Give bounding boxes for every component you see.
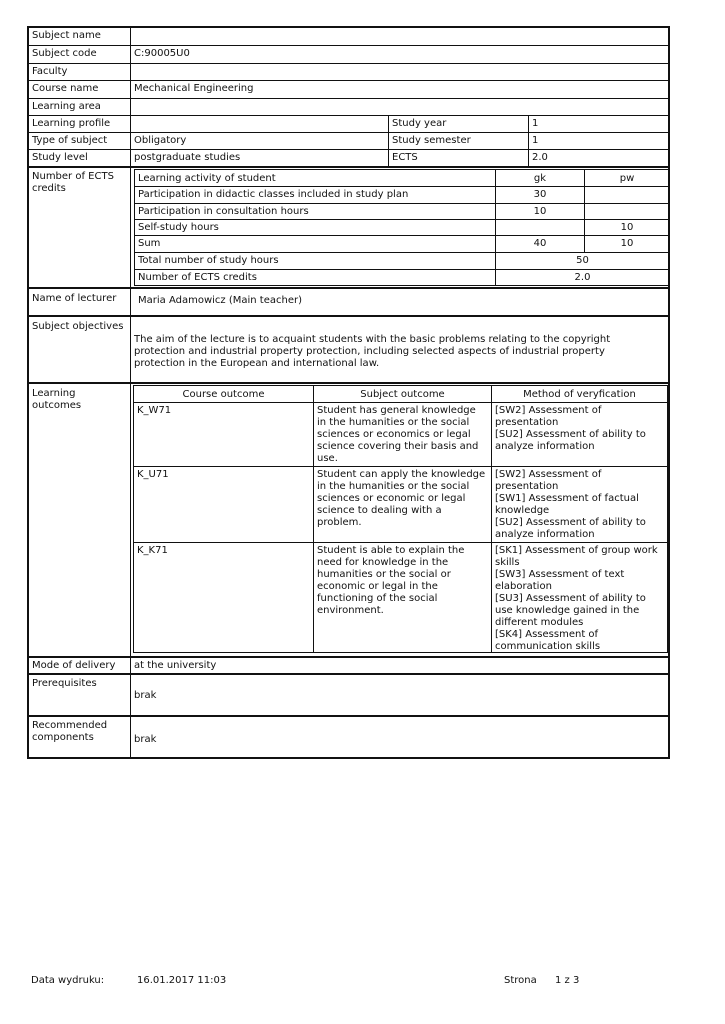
ects-table [134, 169, 669, 286]
study-year-value: 1 [532, 118, 539, 129]
ects-pw: 10 [620, 222, 634, 233]
print-date-label: Data wydruku: [31, 975, 105, 986]
ects-pw [585, 187, 669, 191]
ects-total-hours-value: 50 [576, 255, 589, 266]
ects-pw [585, 204, 669, 208]
ects-header-pw: pw [619, 173, 635, 184]
method-line: [SK1] Assessment of group work skills [495, 545, 658, 568]
ects-label: ECTS [392, 152, 418, 163]
learning-profile-value [131, 116, 137, 120]
ects-activity: Sum [138, 238, 161, 249]
prerequisites-label: Prerequisites [32, 678, 97, 689]
objectives-value: The aim of the lecture is to acquaint students with the basic problems relating to the copyright protection and industrial property protection, including selected aspects of industrial property protection in the European and international law. [134, 334, 611, 369]
lecturer-value: Maria Adamowicz (Main teacher) [138, 295, 302, 306]
ects-gk: 40 [533, 238, 547, 249]
learning-area-value [131, 99, 137, 103]
outcome-subject: Student has general knowledge in the humanities or the social sciences or economics or legal science covering their basis and use. [317, 405, 479, 464]
syllabus-table [27, 26, 670, 759]
row-divider [29, 715, 668, 717]
ects-header-activity: Learning activity of student [138, 173, 276, 184]
course-name-label: Course name [32, 83, 99, 94]
page-number: 1 z 3 [555, 975, 580, 986]
course-name-value: Mechanical Engineering [134, 83, 254, 94]
row-divider [29, 166, 668, 168]
type-of-subject-value: Obligatory [134, 135, 187, 146]
ects-value: 2.0 [532, 152, 548, 163]
outcome-header-course: Course outcome [182, 389, 265, 400]
faculty-label: Faculty [32, 66, 68, 77]
method-line: [SU3] Assessment of ability to use knowledge gained in the different modules [495, 593, 646, 628]
method-line: [SW2] Assessment of presentation [495, 469, 602, 492]
row-divider [29, 673, 668, 675]
recommended-value: brak [134, 734, 157, 745]
print-date-value: 16.01.2017 11:03 [137, 975, 227, 986]
subject-code-label: Subject code [32, 48, 97, 59]
ects-activity: Self-study hours [138, 222, 219, 233]
ects-header-gk: gk [533, 173, 547, 184]
delivery-value: at the university [134, 660, 217, 671]
row-divider [29, 315, 668, 317]
objectives-label: Subject objectives [32, 321, 124, 332]
ects-total-hours-label: Total number of study hours [138, 255, 279, 266]
outcomes-table [133, 385, 668, 653]
learning-profile-label: Learning profile [32, 118, 111, 129]
ects-credits-label: Number of ECTS credits [32, 171, 114, 194]
study-semester-label: Study semester [392, 135, 471, 146]
study-semester-value: 1 [532, 135, 539, 146]
ects-credits-row-label: Number of ECTS credits [138, 272, 257, 283]
ects-gk [496, 220, 584, 224]
method-line: [SW3] Assessment of text elaboration [495, 569, 625, 592]
method-line: [SU2] Assessment of ability to analyze information [495, 517, 646, 540]
outcomes-label: Learning outcomes [32, 388, 82, 411]
type-of-subject-label: Type of subject [32, 135, 108, 146]
study-level-label: Study level [32, 152, 88, 163]
row-divider [29, 382, 668, 384]
outcome-header-method: Method of veryfication [523, 389, 636, 400]
outcome-method [492, 543, 667, 655]
subject-code-value: C:90005U0 [134, 48, 190, 59]
ects-gk: 30 [533, 189, 547, 200]
ects-credits-row-value: 2.0 [574, 272, 591, 283]
outcome-method [492, 403, 667, 455]
method-line: [SU2] Assessment of ability to analyze information [495, 429, 646, 452]
ects-activity: Participation in didactic classes included in study plan [138, 189, 409, 200]
method-line: [SW1] Assessment of factual knowledge [495, 493, 639, 516]
subject-name-label: Subject name [32, 30, 101, 41]
outcome-course: K_W71 [137, 405, 172, 416]
page-label: Strona [504, 975, 537, 986]
ects-gk: 10 [533, 206, 547, 217]
outcome-course: K_K71 [137, 545, 168, 556]
learning-area-label: Learning area [32, 101, 101, 112]
subject-name-value [131, 28, 137, 32]
ects-pw: 10 [620, 238, 634, 249]
method-line: [SK4] Assessment of communication skills [495, 629, 601, 652]
study-level-value: postgraduate studies [134, 152, 241, 163]
outcome-subject: Student is able to explain the need for knowledge in the humanities or the social or economic or legal in the functioning of the social environment. [317, 545, 465, 616]
method-line: [SW2] Assessment of presentation [495, 405, 602, 428]
recommended-label: Recommended components [32, 720, 108, 743]
study-year-label: Study year [392, 118, 447, 129]
outcome-method [492, 467, 667, 543]
ects-activity: Participation in consultation hours [138, 206, 309, 217]
outcome-header-subject: Subject outcome [360, 389, 445, 400]
prerequisites-value: brak [134, 690, 157, 701]
delivery-label: Mode of delivery [32, 660, 116, 671]
outcome-course: K_U71 [137, 469, 169, 480]
outcome-subject: Student can apply the knowledge in the humanities or the social sciences or economic or legal science to dealing with a problem. [317, 469, 486, 528]
row-divider [29, 287, 668, 289]
faculty-value [131, 64, 137, 68]
lecturer-label: Name of lecturer [32, 293, 117, 304]
